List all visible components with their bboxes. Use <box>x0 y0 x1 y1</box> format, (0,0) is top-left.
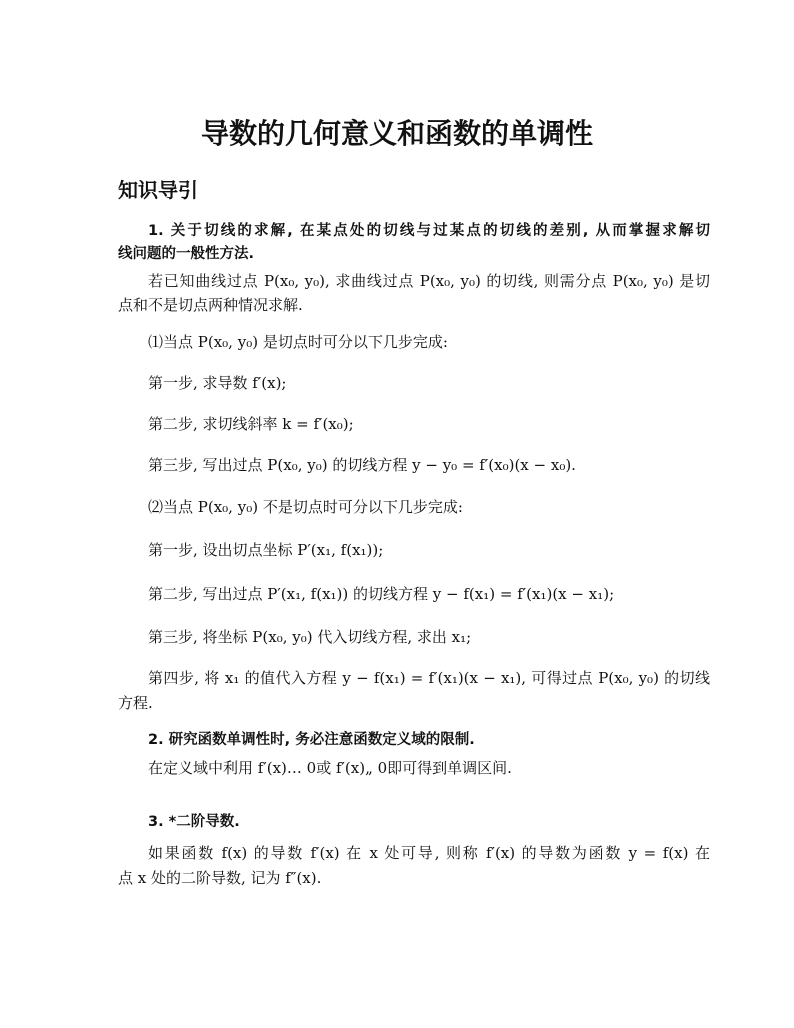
case-2-step-2: 第二步, 写出过点 P′(x₁, f(x₁)) 的切线方程 y − f(x₁) = f′(x₁)(x − x₁); <box>148 585 615 603</box>
section-heading: 知识导引 <box>118 178 198 202</box>
point-1-line-1: 1. 关于切线的求解, 在某点处的切线与过某点的切线的差别, 从而掌握求解切 <box>148 223 710 239</box>
case-2-step-4-line-1: 第四步, 将 x₁ 的值代入方程 y − f(x₁) = f′(x₁)(x − x₁), 可得过点 P(x₀, y₀) 的切线 <box>148 669 710 687</box>
case-2-step-1: 第一步, 设出切点坐标 P′(x₁, f(x₁)); <box>148 541 384 559</box>
paragraph-line-1: 若已知曲线过点 P(x₀, y₀), 求曲线过点 P(x₀, y₀) 的切线, 则需分点 P(x₀, y₀) 是切 <box>148 272 710 290</box>
point-3-heading: 3. *二阶导数. <box>148 814 240 830</box>
point-2-body: 在定义域中利用 f′(x)… 0或 f′(x)„ 0即可得到单调区间. <box>148 759 512 777</box>
case-2-step-3: 第三步, 将坐标 P(x₀, y₀) 代入切线方程, 求出 x₁; <box>148 628 472 646</box>
paragraph-line-2: 点和不是切点两种情况求解. <box>118 296 303 314</box>
point-3-body-line-2: 点 x 处的二阶导数, 记为 f″(x). <box>118 869 322 887</box>
point-1-line-2: 线问题的一般性方法. <box>118 246 255 262</box>
page-title: 导数的几何意义和函数的单调性 <box>200 117 593 150</box>
case-2-heading: ⑵当点 P(x₀, y₀) 不是切点时可分以下几步完成: <box>148 498 463 516</box>
case-1-heading: ⑴当点 P(x₀, y₀) 是切点时可分以下几步完成: <box>148 333 448 351</box>
case-1-step-1: 第一步, 求导数 f′(x); <box>148 374 287 392</box>
case-1-step-3: 第三步, 写出过点 P(x₀, y₀) 的切线方程 y − y₀ = f′(x₀)(x − x₀). <box>148 456 576 474</box>
point-2-heading: 2. 研究函数单调性时, 务必注意函数定义域的限制. <box>148 732 475 748</box>
point-3-body-line-1: 如果函数 f(x) 的导数 f′(x) 在 x 处可导, 则称 f′(x) 的导数为函数 y = f(x) 在 <box>148 844 710 862</box>
case-2-step-4-line-2: 方程. <box>118 694 153 712</box>
case-1-step-2: 第二步, 求切线斜率 k = f′(x₀); <box>148 415 354 433</box>
